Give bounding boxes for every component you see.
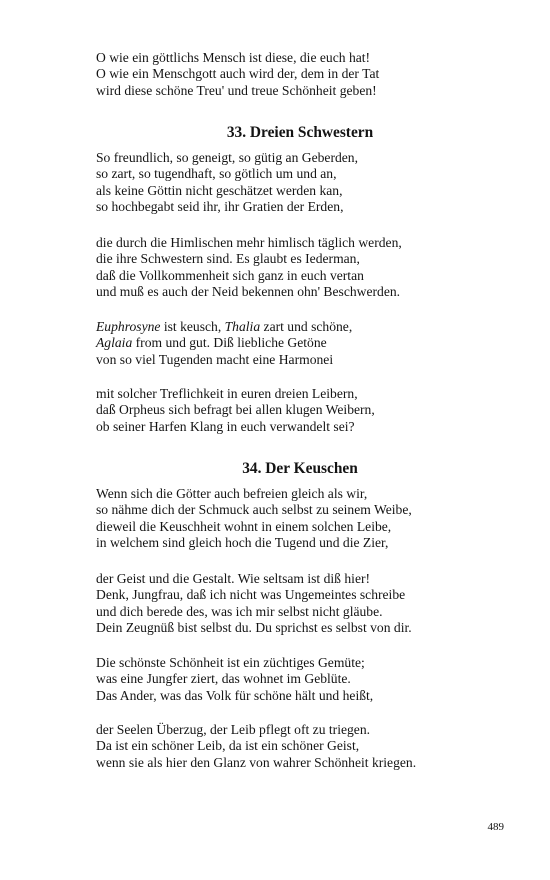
poem-line: der Seelen Überzug, der Leib pflegt oft zu triegen. <box>96 722 371 737</box>
poem-line-fragment: from und gut. Diß liebliche Getöne <box>132 335 327 351</box>
poem-line: wird diese schöne Treu' und treue Schönheit geben! <box>96 82 377 98</box>
poem-34-stanza-3 <box>96 655 516 704</box>
poem-33-stanza-3 <box>96 319 516 368</box>
poem-line: und muß es auch der Neid bekennen ohn' Beschwerden. <box>96 284 401 300</box>
poem-line: was eine Jungfer ziert, das wohnet im Geblüte. <box>96 671 351 687</box>
poem-line: mit solcher Treflichkeit in euren dreien Leibern, <box>96 386 358 401</box>
poem-line: in welchem sind gleich hoch die Tugend und die Zier, <box>96 535 389 551</box>
poem-line <box>96 319 516 335</box>
poem-line: Die schönste Schönheit ist ein züchtiges Gemüte; <box>96 655 365 670</box>
poem-line: und dich berede des, was ich mir selbst nicht gläube. <box>96 603 383 619</box>
poem-line: von so viel Tugenden macht eine Harmonei <box>96 351 334 367</box>
poem-line: Dein Zeugnüß bist selbst du. Du sprichst es selbst von dir. <box>96 620 412 636</box>
previous-poem-stanza <box>96 50 516 99</box>
name-euphrosyne: Euphrosyne <box>96 319 161 334</box>
poem-line: so hochbegabt seid ihr, ihr Gratien der Erden, <box>96 199 344 215</box>
poem-line: die durch die Himlischen mehr himlisch täglich werden, <box>96 235 402 250</box>
poem-33-title: 33. Dreien Schwestern <box>226 124 374 141</box>
page-number: 489 <box>487 821 504 833</box>
poem-line: als keine Göttin nicht geschätzet werden kan, <box>96 182 343 198</box>
poem-line: Wenn sich die Götter auch befreien gleich als wir, <box>96 486 368 501</box>
poem-34-title: 34. Der Keuschen <box>242 460 358 477</box>
poem-line: wenn sie als hier den Glanz von wahrer Schönheit kriegen. <box>96 754 417 770</box>
poem-line-fragment: zart und schöne, <box>260 319 353 334</box>
poem-34-stanza-2 <box>96 571 516 637</box>
poem-34-stanza-4 <box>96 722 516 771</box>
poem-line: der Geist und die Gestalt. Wie seltsam ist diß hier! <box>96 571 371 586</box>
poem-line: daß die Vollkommenheit sich ganz in euch vertan <box>96 267 364 283</box>
poem-33-stanza-2 <box>96 235 516 301</box>
poem-34-stanza-1 <box>96 486 516 552</box>
poem-line <box>96 335 516 351</box>
name-aglaia: Aglaia <box>96 335 133 351</box>
poem-line-fragment: ist keusch, <box>160 319 225 334</box>
name-thalia: Thalia <box>224 319 261 334</box>
poem-line: O wie ein göttlichs Mensch ist diese, die euch hat! <box>96 50 371 65</box>
poem-line: die ihre Schwestern sind. Es glaubt es Iederman, <box>96 251 360 267</box>
poem-line: daß Orpheus sich befragt bei allen klugen Weibern, <box>96 402 375 418</box>
poem-line: So freundlich, so geneigt, so gütig an Geberden, <box>96 150 358 165</box>
poem-line: Denk, Jungfrau, daß ich nicht was Ungemeintes schreibe <box>96 587 406 603</box>
poem-line: ob seiner Harfen Klang in euch verwandelt sei? <box>96 418 355 434</box>
poem-line: Da ist ein schöner Leib, da ist ein schöner Geist, <box>96 738 360 754</box>
poem-line: so zart, so tugendhaft, so götlich um und an, <box>96 166 337 182</box>
poem-line: Das Ander, was das Volk für schöne hält und heißt, <box>96 687 374 703</box>
poem-33-stanza-1 <box>96 150 516 216</box>
poem-33-stanza-4 <box>96 386 516 435</box>
poem-line: dieweil die Keuschheit wohnt in einem solchen Leibe, <box>96 518 392 534</box>
poem-line: O wie ein Menschgott auch wird der, dem in der Tat <box>96 66 380 82</box>
poem-line: so nähme dich der Schmuck auch selbst zu seinem Weibe, <box>96 502 412 518</box>
